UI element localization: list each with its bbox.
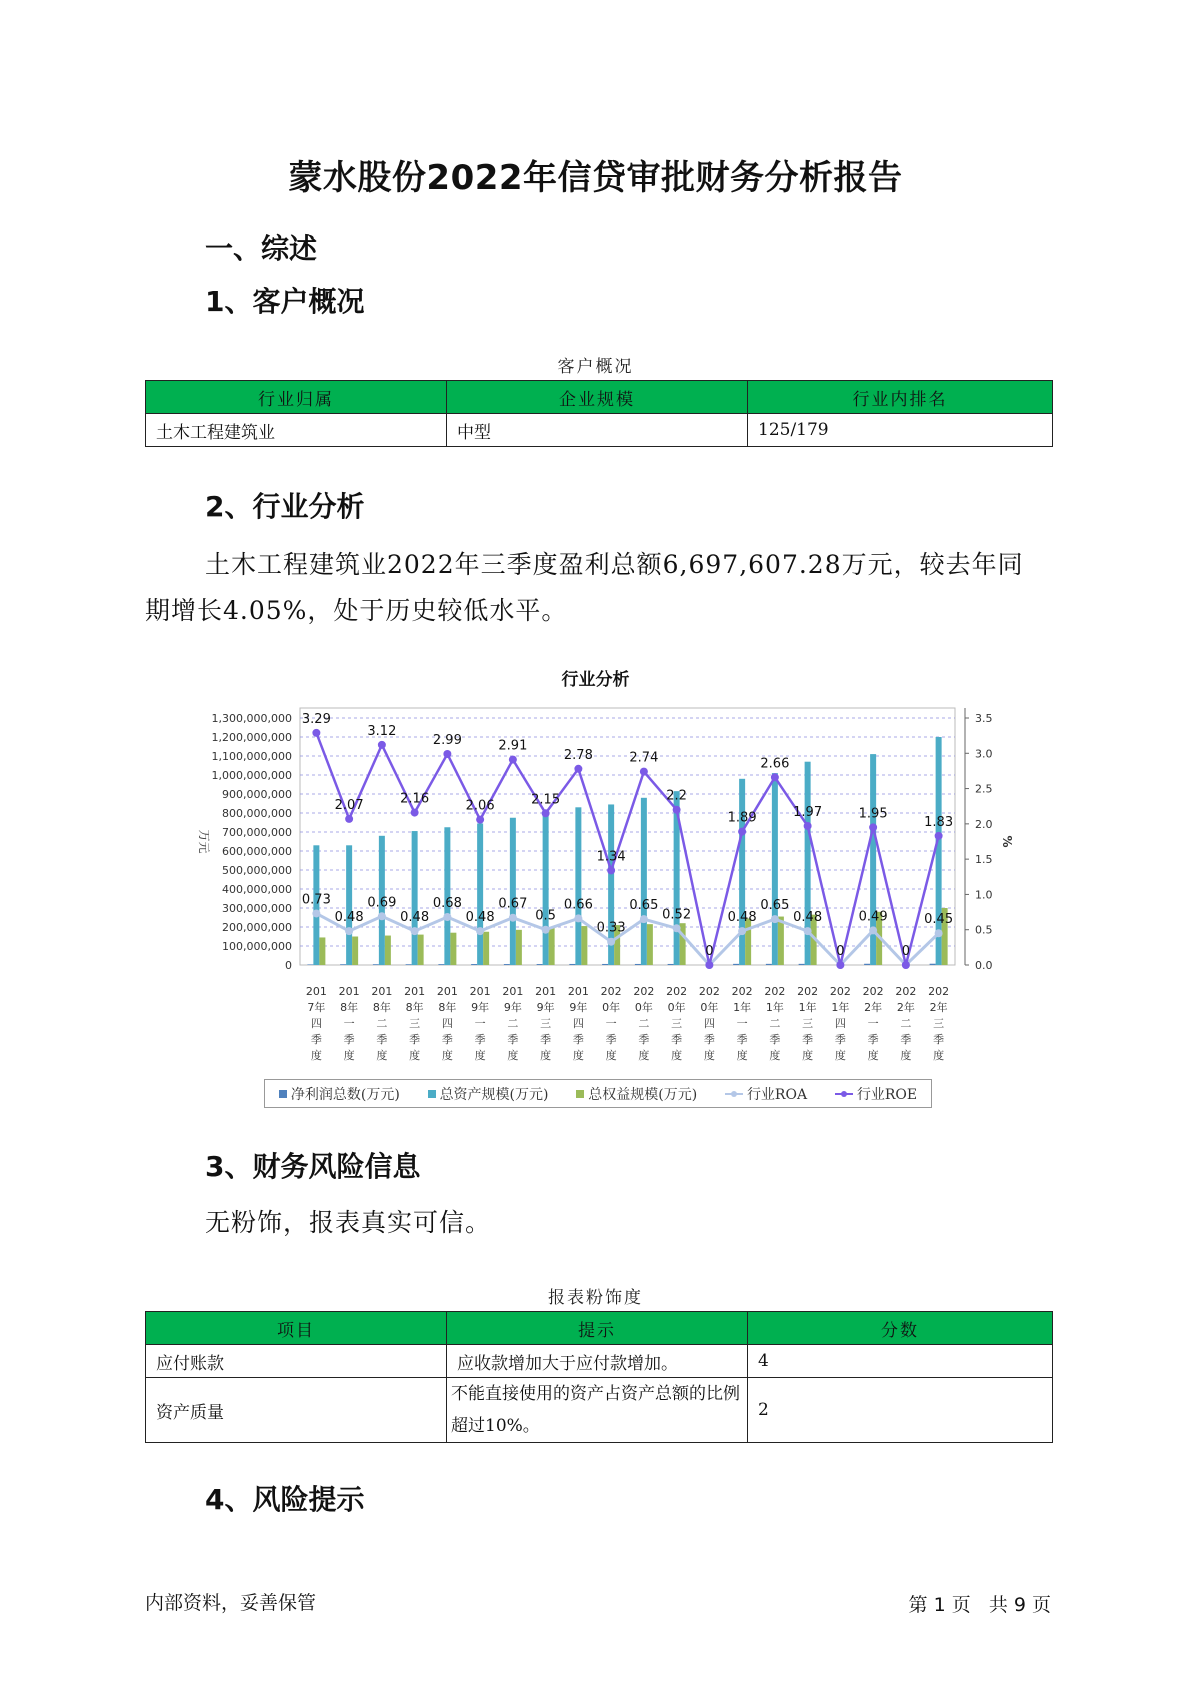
- x-tick-label: 三: [802, 1017, 814, 1030]
- x-tick-label: 0年: [700, 1001, 719, 1014]
- x-tick-label: 四: [834, 1017, 846, 1030]
- y2-tick-label: 3.0: [975, 747, 993, 761]
- roe-point: [509, 756, 517, 764]
- x-tick-label: 202: [600, 985, 622, 998]
- x-tick-label: 2年: [896, 1001, 915, 1014]
- roe-point: [476, 816, 484, 824]
- roa-data-label: 0.67: [498, 896, 528, 912]
- legend-line-roe: [835, 1089, 853, 1099]
- x-tick-label: 202: [731, 985, 753, 998]
- x-tick-label: 季: [802, 1033, 814, 1046]
- bar-total-equity: [778, 917, 784, 965]
- x-tick-label: 0年: [634, 1001, 653, 1014]
- legend-item-total-equity: [576, 1084, 697, 1104]
- roa-point: [312, 909, 320, 917]
- x-tick-label: 季: [409, 1033, 421, 1046]
- bar-total-equity: [680, 923, 686, 965]
- x-tick-label: 度: [900, 1049, 912, 1062]
- x-tick-label: 202: [895, 985, 917, 998]
- table-cell: 资产质量: [146, 1378, 447, 1443]
- roe-point: [607, 866, 615, 874]
- x-tick-label: 202: [764, 985, 786, 998]
- bar-total-equity: [385, 936, 391, 965]
- bar-net-profit: [733, 964, 739, 965]
- y-tick-label: 1,100,000,000: [211, 750, 292, 763]
- bar-net-profit: [406, 964, 412, 965]
- bar-net-profit: [635, 964, 641, 965]
- x-tick-label: 7年: [307, 1001, 326, 1014]
- y-tick-label: 1,200,000,000: [211, 731, 292, 744]
- roe-data-label: 1.89: [727, 810, 757, 826]
- roa-data-label: 0.65: [629, 898, 659, 914]
- y2-tick-label: 2.5: [975, 782, 993, 796]
- bar-total-assets: [346, 845, 352, 965]
- footer-note: 内部资料，妥善保管: [145, 1592, 317, 1614]
- x-tick-label: 季: [900, 1033, 912, 1046]
- y-tick-label: 1,000,000,000: [211, 769, 292, 782]
- x-tick-label: 四: [441, 1017, 453, 1030]
- legend-item-net-profit: [279, 1084, 400, 1104]
- x-tick-label: 0年: [602, 1001, 621, 1014]
- roe-data-label: 0: [901, 944, 911, 959]
- x-tick-label: 一: [736, 1017, 748, 1030]
- x-tick-label: 度: [867, 1049, 879, 1062]
- x-tick-label: 季: [605, 1033, 617, 1046]
- x-tick-label: 四: [703, 1017, 715, 1030]
- roa-data-label: 0.49: [858, 909, 888, 925]
- roa-point: [607, 938, 615, 946]
- bar-net-profit: [438, 964, 444, 965]
- customer-table-caption: 客户概况: [557, 357, 634, 377]
- plot-frame: [300, 708, 955, 965]
- x-tick-label: 二: [638, 1017, 650, 1030]
- bar-net-profit: [799, 964, 805, 965]
- bar-total-assets: [412, 831, 418, 965]
- legend-label: 行业ROE: [856, 1086, 918, 1103]
- roa-point: [574, 914, 582, 922]
- section-warning-heading: 4、风险提示: [205, 1483, 365, 1516]
- x-tick-label: 季: [769, 1033, 781, 1046]
- roe-data-label: 3.12: [367, 723, 397, 739]
- y2-axis-label: %: [1000, 835, 1014, 848]
- x-tick-label: 度: [376, 1049, 388, 1062]
- table-header: 企业规模: [447, 381, 748, 414]
- bar-total-equity: [549, 928, 555, 965]
- x-tick-label: 1年: [798, 1001, 817, 1014]
- roe-point: [640, 768, 648, 776]
- roa-point: [673, 924, 681, 932]
- x-tick-label: 度: [834, 1049, 846, 1062]
- x-tick-label: 季: [474, 1033, 486, 1046]
- x-tick-label: 度: [572, 1049, 584, 1062]
- roe-data-label: 2.15: [531, 792, 561, 808]
- roa-point: [476, 927, 484, 935]
- x-tick-label: 三: [409, 1017, 421, 1030]
- roa-data-label: 0.66: [563, 897, 593, 913]
- risk-paragraph: 无粉饰，报表真实可信。: [205, 1208, 492, 1237]
- table-cell: 4: [748, 1345, 1053, 1378]
- roe-data-label: 2.78: [563, 747, 593, 763]
- roe-point: [574, 765, 582, 773]
- roe-data-label: 1.95: [858, 806, 888, 822]
- x-tick-label: 一: [343, 1017, 355, 1030]
- bar-net-profit: [864, 964, 870, 965]
- roa-data-label: 0.33: [596, 920, 626, 936]
- bar-net-profit: [340, 964, 346, 965]
- x-tick-label: 2年: [864, 1001, 883, 1014]
- roa-data-label: 0.68: [432, 896, 462, 912]
- roa-data-label: 0.73: [301, 892, 331, 908]
- x-tick-label: 度: [671, 1049, 683, 1062]
- bar-net-profit: [766, 964, 772, 965]
- roe-point: [738, 828, 746, 836]
- roa-data-label: 0.65: [760, 898, 790, 914]
- y-tick-label: 700,000,000: [222, 826, 292, 839]
- roa-data-label: 0.52: [662, 907, 692, 923]
- y-axis-label: 万元: [197, 829, 211, 854]
- x-tick-label: 202: [862, 985, 884, 998]
- x-tick-label: 二: [900, 1017, 912, 1030]
- roe-point: [542, 809, 550, 817]
- x-tick-label: 度: [540, 1049, 552, 1062]
- roe-point: [443, 750, 451, 758]
- x-tick-label: 季: [638, 1033, 650, 1046]
- legend-swatch: [279, 1090, 287, 1098]
- roe-point: [312, 729, 320, 737]
- roa-data-label: 0.69: [367, 895, 397, 911]
- x-tick-label: 202: [633, 985, 655, 998]
- bar-total-equity: [745, 918, 751, 965]
- section-overview-heading: 一、综述: [205, 232, 318, 265]
- roe-point: [771, 773, 779, 781]
- x-tick-label: 度: [310, 1049, 322, 1062]
- y2-tick-label: 0.0: [975, 959, 993, 972]
- x-tick-label: 度: [736, 1049, 748, 1062]
- x-tick-label: 季: [441, 1033, 453, 1046]
- bar-total-assets: [477, 823, 483, 965]
- y-tick-label: 500,000,000: [222, 864, 292, 877]
- fin-table-caption: 报表粉饰度: [548, 1288, 643, 1308]
- x-tick-label: 201: [338, 985, 360, 998]
- y-tick-label: 400,000,000: [222, 883, 292, 896]
- roe-point: [804, 822, 812, 830]
- roe-point: [869, 823, 877, 831]
- bar-total-assets: [772, 773, 778, 965]
- x-tick-label: 度: [441, 1049, 453, 1062]
- roe-data-label: 2.07: [334, 797, 364, 813]
- x-tick-label: 季: [343, 1033, 355, 1046]
- table-header: 分数: [748, 1312, 1053, 1345]
- legend-swatch: [576, 1090, 584, 1098]
- bar-net-profit: [930, 964, 936, 965]
- x-tick-label: 四: [310, 1017, 322, 1030]
- x-tick-label: 季: [867, 1033, 879, 1046]
- x-tick-label: 季: [376, 1033, 388, 1046]
- x-tick-label: 度: [474, 1049, 486, 1062]
- roe-data-label: 0: [705, 944, 714, 959]
- x-tick-label: 二: [376, 1017, 388, 1030]
- page-number: 第 1 页 共 9 页: [908, 1594, 1051, 1616]
- x-tick-label: 0年: [667, 1001, 686, 1014]
- roa-data-label: 0.5: [535, 908, 556, 924]
- y-tick-label: 100,000,000: [222, 940, 292, 953]
- bar-net-profit: [504, 964, 510, 965]
- x-tick-label: 1年: [765, 1001, 784, 1014]
- x-tick-label: 9年: [536, 1001, 555, 1014]
- roa-point: [804, 927, 812, 935]
- x-tick-label: 四: [572, 1017, 584, 1030]
- x-tick-label: 201: [567, 985, 589, 998]
- x-tick-label: 201: [535, 985, 557, 998]
- x-tick-label: 201: [371, 985, 393, 998]
- x-tick-label: 202: [698, 985, 720, 998]
- table-header: 提示: [447, 1312, 748, 1345]
- x-tick-label: 202: [928, 985, 950, 998]
- x-tick-label: 季: [310, 1033, 322, 1046]
- chart-title: 行业分析: [561, 670, 630, 690]
- table-cell: 2: [748, 1378, 1053, 1443]
- y2-tick-label: 0.5: [975, 923, 993, 937]
- roe-data-label: 2.2: [666, 788, 687, 804]
- roe-data-label: 1.34: [596, 849, 626, 865]
- roa-point: [869, 926, 877, 934]
- industry-chart: [180, 700, 1030, 1090]
- x-tick-label: 201: [502, 985, 524, 998]
- roe-data-label: 1.97: [793, 804, 823, 820]
- x-tick-label: 201: [404, 985, 426, 998]
- legend-item-roe: [835, 1084, 917, 1104]
- table-cell: 土木工程建筑业: [146, 414, 447, 447]
- x-tick-label: 二: [507, 1017, 519, 1030]
- x-tick-label: 季: [507, 1033, 519, 1046]
- x-tick-label: 9年: [503, 1001, 522, 1014]
- bar-total-equity: [483, 932, 489, 965]
- bar-total-assets: [510, 818, 516, 965]
- chart-legend: [264, 1079, 932, 1108]
- table-cell: 125/179: [748, 414, 1053, 447]
- fin-table: [145, 1311, 1053, 1443]
- roa-point: [738, 927, 746, 935]
- x-tick-label: 度: [638, 1049, 650, 1062]
- y-tick-label: 800,000,000: [222, 807, 292, 820]
- x-tick-label: 度: [933, 1049, 945, 1062]
- roe-point: [935, 832, 943, 840]
- legend-label: 总资产规模(万元): [439, 1086, 549, 1103]
- x-tick-label: 度: [605, 1049, 617, 1062]
- y-tick-label: 300,000,000: [222, 902, 292, 915]
- roa-data-label: 0.48: [400, 910, 430, 926]
- table-header: 行业归属: [146, 381, 447, 414]
- bar-total-assets: [543, 813, 549, 965]
- x-tick-label: 三: [933, 1017, 945, 1030]
- x-tick-label: 一: [605, 1017, 617, 1030]
- x-tick-label: 202: [666, 985, 688, 998]
- roa-data-label: 0.48: [727, 910, 757, 926]
- roe-data-label: 3.29: [301, 711, 331, 727]
- roa-point: [443, 913, 451, 921]
- x-tick-label: 季: [736, 1033, 748, 1046]
- x-tick-label: 三: [540, 1017, 552, 1030]
- x-tick-label: 度: [802, 1049, 814, 1062]
- x-tick-label: 1年: [831, 1001, 850, 1014]
- table-header: 项目: [146, 1312, 447, 1345]
- roe-data-label: 2.99: [432, 732, 462, 748]
- roe-point: [411, 809, 419, 817]
- x-tick-label: 9年: [569, 1001, 588, 1014]
- y-tick-label: 0: [285, 959, 292, 972]
- x-tick-label: 2年: [929, 1001, 948, 1014]
- roa-point: [542, 926, 550, 934]
- section-customer-heading: 1、客户概况: [205, 285, 365, 318]
- y2-tick-label: 1.0: [975, 888, 993, 902]
- x-tick-label: 度: [507, 1049, 519, 1062]
- table-cell: 应收款增加大于应付款增加。: [447, 1345, 748, 1378]
- x-tick-label: 季: [703, 1033, 715, 1046]
- x-tick-label: 三: [671, 1017, 683, 1030]
- section-industry-heading: 2、行业分析: [205, 490, 365, 523]
- table-header: 行业内排名: [748, 381, 1053, 414]
- x-tick-label: 202: [829, 985, 851, 998]
- legend-line-roa: [725, 1089, 743, 1099]
- roe-data-label: 2.66: [760, 756, 790, 772]
- roa-data-label: 0.48: [465, 910, 495, 926]
- x-tick-label: 季: [671, 1033, 683, 1046]
- x-tick-label: 季: [933, 1033, 945, 1046]
- table-cell: 不能直接使用的资产占资产总额的比例超过10%。: [447, 1378, 748, 1443]
- legend-label: 净利润总数(万元): [290, 1086, 400, 1103]
- x-tick-label: 201: [469, 985, 491, 998]
- roe-data-label: 2.16: [400, 791, 430, 807]
- roe-point: [902, 961, 910, 969]
- bar-total-equity: [418, 935, 424, 965]
- x-tick-label: 季: [572, 1033, 584, 1046]
- x-tick-label: 8年: [372, 1001, 391, 1014]
- bar-total-equity: [352, 937, 358, 966]
- customer-table: [145, 380, 1053, 447]
- roe-point: [345, 815, 353, 823]
- roe-point: [705, 961, 713, 969]
- x-tick-label: 度: [409, 1049, 421, 1062]
- roe-data-label: 1.83: [924, 814, 954, 830]
- x-tick-label: 9年: [471, 1001, 490, 1014]
- page-title: 蒙水股份2022年信贷审批财务分析报告: [288, 158, 903, 198]
- legend-item-roa: [725, 1084, 807, 1104]
- roe-data-label: 2.91: [498, 738, 528, 754]
- legend-label: 行业ROA: [746, 1086, 808, 1103]
- bar-total-assets: [641, 798, 647, 965]
- roe-data-label: 2.06: [465, 798, 495, 814]
- bar-net-profit: [471, 964, 477, 965]
- roa-point: [378, 912, 386, 920]
- y-tick-label: 600,000,000: [222, 845, 292, 858]
- roa-point: [345, 927, 353, 935]
- x-tick-label: 201: [305, 985, 327, 998]
- x-tick-label: 度: [769, 1049, 781, 1062]
- y-tick-label: 900,000,000: [222, 788, 292, 801]
- industry-paragraph: 土木工程建筑业2022年三季度盈利总额6,697,607.28万元，较去年同期增长4.05%，处于历史较低水平。: [145, 550, 1024, 625]
- y-tick-label: 200,000,000: [222, 921, 292, 934]
- x-tick-label: 度: [703, 1049, 715, 1062]
- bar-net-profit: [373, 964, 379, 965]
- x-tick-label: 季: [540, 1033, 552, 1046]
- bar-net-profit: [602, 964, 608, 965]
- bar-total-equity: [319, 937, 325, 965]
- x-tick-label: 一: [474, 1017, 486, 1030]
- section-risk-heading: 3、财务风险信息: [205, 1150, 421, 1183]
- bar-net-profit: [537, 964, 543, 965]
- x-tick-label: 一: [867, 1017, 879, 1030]
- x-tick-label: 度: [343, 1049, 355, 1062]
- legend-label: 总权益规模(万元): [588, 1086, 698, 1103]
- y-tick-label: 1,300,000,000: [211, 712, 292, 725]
- roa-point: [509, 914, 517, 922]
- table-cell: 中型: [447, 414, 748, 447]
- roe-point: [836, 961, 844, 969]
- legend-swatch: [428, 1090, 436, 1098]
- roe-point: [378, 741, 386, 749]
- bar-total-assets: [739, 779, 745, 965]
- table-cell: 应付账款: [146, 1345, 447, 1378]
- roe-data-label: 0: [836, 944, 845, 959]
- roa-data-label: 0.45: [924, 912, 954, 928]
- y2-tick-label: 3.5: [975, 712, 993, 725]
- x-tick-label: 202: [797, 985, 819, 998]
- y2-tick-label: 1.5: [975, 853, 993, 867]
- bar-total-equity: [450, 933, 456, 965]
- y2-tick-label: 2.0: [975, 817, 993, 831]
- roa-point: [771, 915, 779, 923]
- roa-data-label: 0.48: [334, 910, 364, 926]
- x-tick-label: 8年: [405, 1001, 424, 1014]
- roa-data-label: 0.48: [793, 910, 823, 926]
- x-tick-label: 8年: [340, 1001, 359, 1014]
- bar-total-equity: [581, 926, 587, 965]
- x-tick-label: 季: [834, 1033, 846, 1046]
- bar-total-assets: [575, 807, 581, 965]
- roa-point: [411, 927, 419, 935]
- x-tick-label: 1年: [733, 1001, 752, 1014]
- roe-point: [673, 806, 681, 814]
- roa-point: [935, 929, 943, 937]
- x-tick-label: 201: [436, 985, 458, 998]
- bar-net-profit: [307, 964, 313, 965]
- bar-net-profit: [668, 964, 674, 965]
- bar-net-profit: [569, 964, 575, 965]
- roa-point: [640, 915, 648, 923]
- bar-total-equity: [516, 930, 522, 965]
- legend-item-total-assets: [428, 1084, 549, 1104]
- bar-total-equity: [647, 924, 653, 965]
- roe-data-label: 2.74: [629, 750, 659, 766]
- x-tick-label: 二: [769, 1017, 781, 1030]
- x-tick-label: 8年: [438, 1001, 457, 1014]
